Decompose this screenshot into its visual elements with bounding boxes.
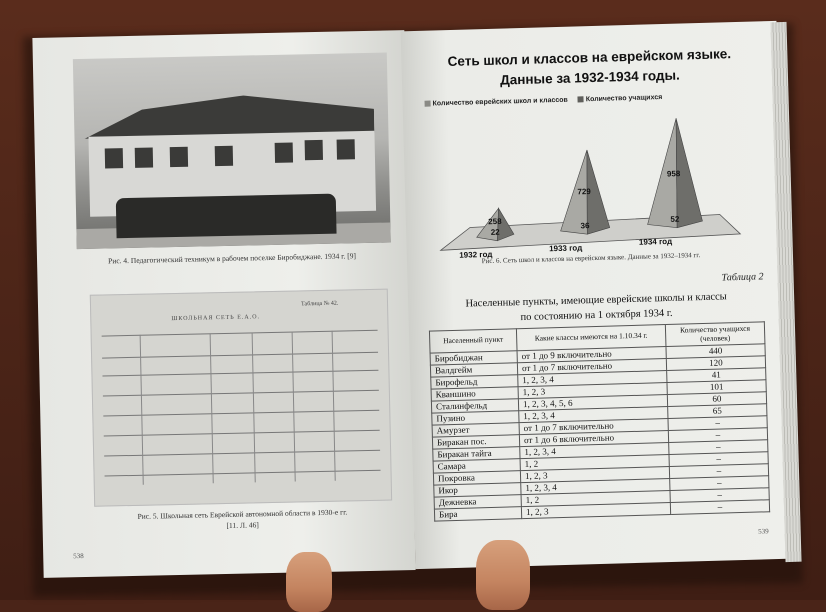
- schools-table: [429, 321, 770, 522]
- settlement-cell: Пузино: [432, 411, 519, 425]
- schools-value-label: 52: [670, 214, 680, 224]
- classes-cell: 1, 2, 3: [520, 467, 669, 483]
- settlement-cell: Сталинфельд: [431, 399, 518, 413]
- left-page: [32, 30, 415, 578]
- students-cell: –: [670, 488, 769, 503]
- classes-cell: 1, 2, 3, 4: [520, 443, 669, 459]
- photo2-caption-line1: Рис. 5. Школьная сеть Еврейской автономной области в 1930-е гг.: [137, 507, 348, 521]
- classes-cell: 1, 2, 3: [518, 383, 667, 399]
- left-page-number: 538: [73, 551, 84, 561]
- header-classes: Какие классы имеются на 1.10.34 г.: [516, 325, 666, 351]
- photo2-caption-line2: [11. Л. 46]: [226, 520, 259, 530]
- students-value-label: 258: [488, 216, 502, 227]
- students-cell: 41: [667, 368, 766, 383]
- legend-swatch-students: [578, 96, 584, 102]
- students-cell: –: [668, 428, 767, 443]
- students-cell: –: [669, 464, 768, 479]
- legend-item-schools: [425, 97, 568, 108]
- students-cell: –: [669, 452, 768, 467]
- archive-title: ШКОЛЬНАЯ СЕТЬ Е.А.О.: [171, 314, 261, 323]
- settlement-cell: Кваншино: [431, 387, 518, 401]
- legend-label-students: Количество учащихся: [585, 94, 663, 104]
- classes-cell: 1, 2, 3, 4, 5, 6: [518, 395, 667, 411]
- students-cell: 65: [668, 404, 767, 419]
- pyramid-chart: [417, 103, 761, 262]
- category-label: 1933 год: [549, 243, 583, 254]
- schools-value-label: 36: [580, 221, 590, 231]
- legend-label-schools: Количество еврейских школ и классов: [432, 96, 568, 108]
- header-students: Количество учащихся (человек): [665, 322, 765, 347]
- settlement-cell: Бирофельд: [431, 375, 518, 389]
- table-label: Таблица 2: [721, 271, 764, 284]
- students-value-label: 729: [577, 187, 591, 197]
- chart-legend: [425, 94, 663, 108]
- students-cell: –: [670, 500, 769, 515]
- settlement-cell: Амурзет: [432, 423, 519, 437]
- classes-cell: от 1 до 9 включительно: [517, 347, 666, 363]
- classes-cell: от 1 до 7 включительно: [519, 419, 668, 435]
- figure-caption: Рис. 6. Сеть школ и классов на еврейском языке. Данные за 1932–1934 гг.: [481, 251, 701, 266]
- students-cell: 440: [666, 344, 765, 359]
- classes-cell: 1, 2: [521, 491, 670, 507]
- settlement-cell: Самара: [433, 459, 520, 473]
- students-cell: –: [670, 476, 769, 491]
- classes-cell: от 1 до 7 включительно: [517, 359, 666, 375]
- settlement-cell: Дежневка: [434, 495, 521, 509]
- students-cell: 120: [666, 356, 765, 371]
- settlement-cell: Бира: [434, 507, 521, 521]
- legend-swatch-schools: [425, 101, 431, 107]
- students-cell: –: [669, 440, 768, 455]
- settlement-cell: Биракан тайга: [433, 447, 520, 461]
- schools-value-label: 22: [490, 227, 500, 237]
- settlement-cell: Икор: [434, 483, 521, 497]
- category-label: 1934 год: [638, 236, 673, 247]
- students-cell: –: [668, 416, 767, 431]
- technical-school-photo: [73, 53, 391, 250]
- archive-table-photo: [90, 289, 392, 507]
- students-cell: 60: [667, 392, 766, 407]
- classes-cell: 1, 2: [520, 455, 669, 471]
- settlement-cell: Покровка: [433, 471, 520, 485]
- students-value-label: 958: [666, 169, 681, 179]
- archive-tag: Таблица № 42.: [300, 300, 339, 308]
- settlement-cell: Валдгейм: [430, 363, 517, 377]
- table-title-line2: по состоянию на 1 октября 1934 г.: [520, 307, 673, 323]
- right-page: [401, 21, 792, 569]
- header-settlement: Населенный пункт: [429, 329, 517, 354]
- classes-cell: 1, 2, 3, 4: [519, 407, 668, 423]
- classes-cell: 1, 2, 3: [521, 503, 670, 519]
- right-page-number: 539: [758, 527, 769, 536]
- thumb-left: [286, 552, 332, 612]
- classes-cell: от 1 до 6 включительно: [519, 431, 668, 447]
- chart-title-line1: Сеть школ и классов на еврейском языке.: [447, 46, 732, 70]
- chart-title: [421, 43, 758, 91]
- settlement-cell: Биробиджан: [430, 351, 517, 365]
- students-cell: 101: [667, 380, 766, 395]
- settlement-cell: Биракан пос.: [432, 435, 519, 449]
- classes-cell: 1, 2, 3, 4: [521, 479, 670, 495]
- classes-cell: 1, 2, 3, 4: [518, 371, 667, 387]
- photo1-caption: Рис. 4. Педагогический техникум в рабочем поселке Биробиджане. 1934 г. [9]: [108, 251, 357, 266]
- category-label: 1932 год: [459, 249, 493, 260]
- chart-title-line2: Данные за 1932-1934 годы.: [499, 67, 680, 88]
- legend-item-students: [578, 94, 663, 103]
- table-title-line1: Населенные пункты, имеющие еврейские школы и классы: [465, 291, 727, 310]
